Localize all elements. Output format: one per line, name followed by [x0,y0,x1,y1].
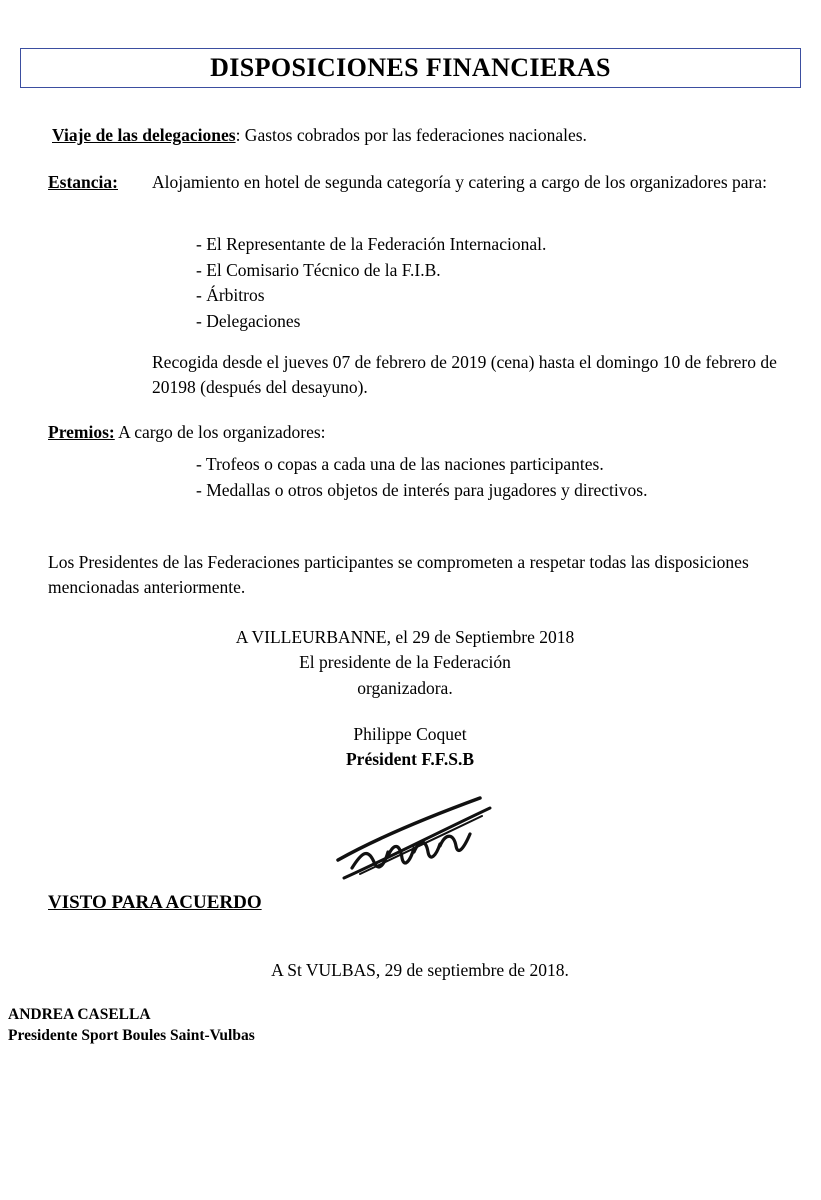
signature-mark [330,782,520,892]
footer-role: Presidente Sport Boules Saint-Vulbas [8,1026,255,1044]
estancia-text: Alojamiento en hotel de segunda categoría y catering a cargo de los organizadores para: [152,172,768,192]
estancia-pickup-text: Recogida desde el jueves 07 de febrero de 2019 (cena) hasta el domingo 10 de febrero de 20198 (después del desayuno). [152,352,777,397]
document-title-box [20,48,801,88]
premios-label: Premios: [48,422,115,442]
place-line-2: El presidente de la Federación [299,652,511,673]
page-title: DISPOSICIONES FINANCIERAS [210,53,611,82]
approval-heading: VISTO PARA ACUERDO [48,892,262,913]
travel-label: Viaje de las delegaciones [52,125,236,145]
list-item: - Árbitros [196,285,265,306]
travel-text: : Gastos cobrados por las federaciones nacionales. [235,125,587,145]
list-item: - Delegaciones [196,310,301,331]
list-item: - El Comisario Técnico de la F.I.B. [196,259,441,280]
signer-block [200,722,620,772]
commitment-paragraph: Los Presidentes de las Federaciones participantes se comprometen a respetar todas las disposiciones mencionadas anteriormente. [48,552,749,597]
approval-place-date: A St VULBAS, 29 de septiembre de 2018. [271,960,569,980]
premios-list [196,452,816,503]
list-item: - El Representante de la Federación Internacional. [196,234,547,254]
footer-signature-block [8,1005,508,1047]
place-line-3: organizadora. [357,677,453,698]
estancia-bullet-list [196,232,796,334]
footer-name: ANDREA CASELLA [8,1006,151,1023]
signer-name: Philippe Coquet [353,724,467,744]
section-premios [48,420,808,445]
estancia-label: Estancia: [48,172,118,192]
place-block [120,625,690,701]
list-item: - Trofeos o copas a cada una de las naciones participantes. [196,454,604,474]
premios-text: A cargo de los organizadores: [114,422,326,442]
section-travel [52,123,792,148]
signer-role: Président F.F.S.B [345,748,475,769]
place-line-1: A VILLEURBANNE, el 29 de Septiembre 2018 [235,627,575,647]
list-item: - Medallas o otros objetos de interés para jugadores y directivos. [196,479,648,500]
